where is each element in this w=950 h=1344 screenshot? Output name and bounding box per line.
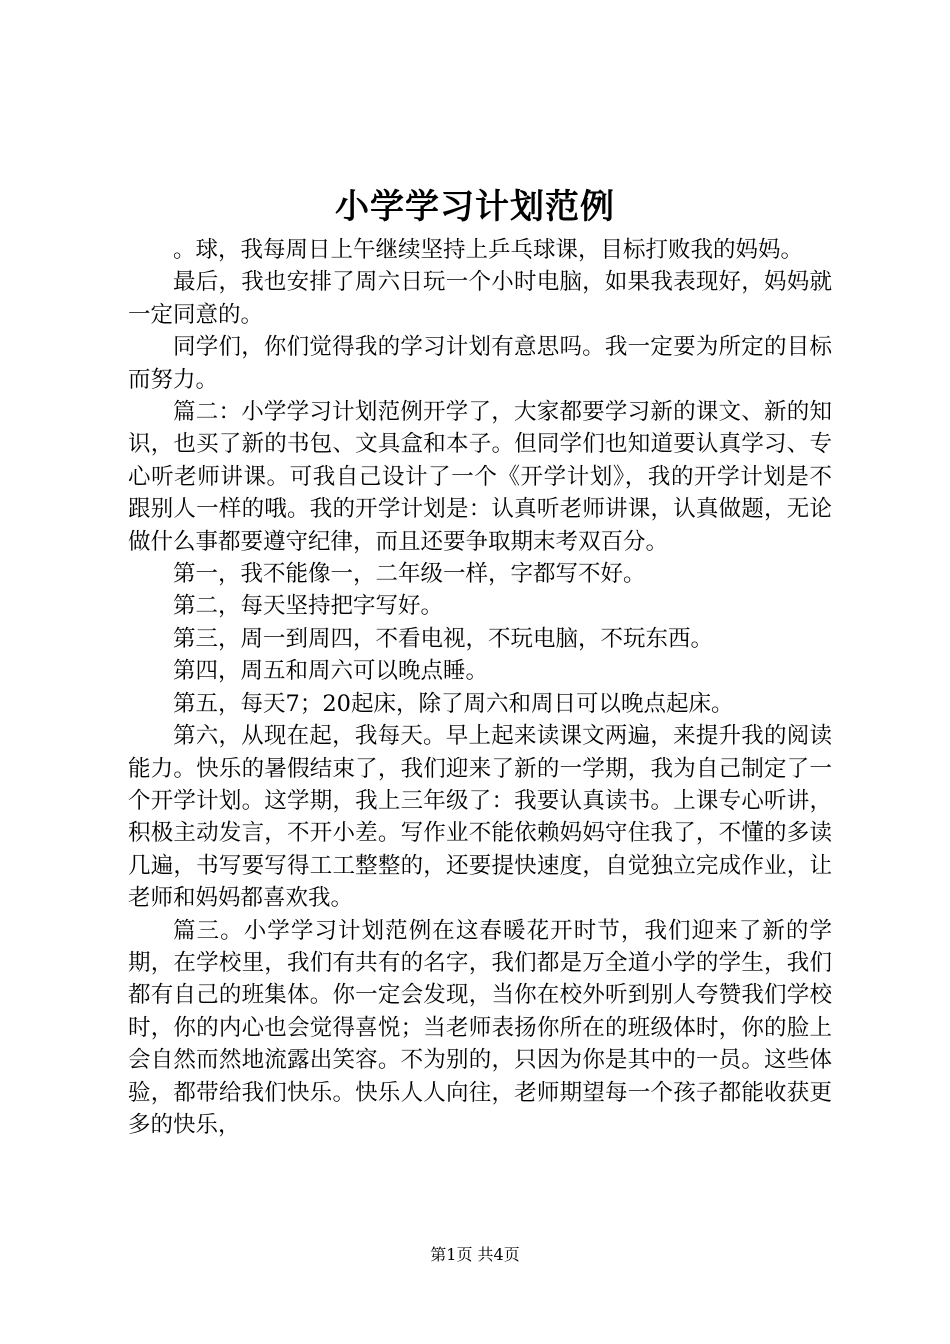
- paragraph: 第六，从现在起，我每天。早上起来读课文两遍，来提升我的阅读能力。快乐的暑假结束了，我们迎来了新的一学期，我为自己制定了一个开学计划。这学期，我上三年级了：我要认真读书。上课专心听讲，积极主动发言，不开小差。写作业不能依赖妈妈守住我了，不懂的多读几遍，书写要写得工工整整的，还要提快速度，自觉独立完成作业，让老师和妈妈都喜欢我。: [128, 723, 832, 912]
- paragraph: 篇二：小学学习计划范例开学了，大家都要学习新的课文、新的知识，也买了新的书包、文具盒和本子。但同学们也知道要认真学习、专心听老师讲课。可我自己设计了一个《开学计划》，我的开学计划是不跟别人一样的哦。我的开学计划是：认真听老师讲课，认真做题，无论做什么事都要遵守纪律，而且还要争取期末考双百分。: [128, 399, 832, 555]
- paragraph: 。球，我每周日上午继续坚持上乒乓球课，目标打败我的妈妈。: [173, 237, 804, 263]
- paragraph: 第二，每天坚持把字写好。: [173, 593, 444, 620]
- paragraph: 第四，周五和周六可以晚点睡。: [173, 658, 489, 685]
- paragraph: 同学们，你们觉得我的学习计划有意思吗。我一定要为所定的目标而努力。: [128, 334, 832, 393]
- page-number-footer: 第1页 共4页: [430, 1245, 520, 1264]
- paragraph: 第一，我不能像一，二年级一样，字都写不好。: [173, 561, 646, 588]
- paragraph: 最后，我也安排了周六日玩一个小时电脑，如果我表现好，妈妈就一定同意的。: [128, 269, 832, 328]
- document-title: 小学学习计划范例: [335, 187, 615, 227]
- paragraph: 篇三。小学学习计划范例在这春暖花开时节，我们迎来了新的学期，在学校里，我们有共有的名字，我们都是万全道小学的学生，我们都有自己的班集体。你一定会发现，当你在校外听到别人夸赞我们学校时，你的内心也会觉得喜悦；当老师表扬你所在的班级体时，你的脸上会自然而然地流露出笑容。不为别的，只因为你是其中的一员。这些体验，都带给我们快乐。快乐人人向往，老师期望每一个孩子都能收获更多的快乐，: [128, 917, 832, 1138]
- paragraph: 第五，每天7；20起床，除了周六和周日可以晚点起床。: [173, 690, 734, 717]
- paragraph: 第三，周一到周四，不看电视，不玩电脑，不玩东西。: [173, 625, 714, 652]
- document-body: [128, 234, 832, 1141]
